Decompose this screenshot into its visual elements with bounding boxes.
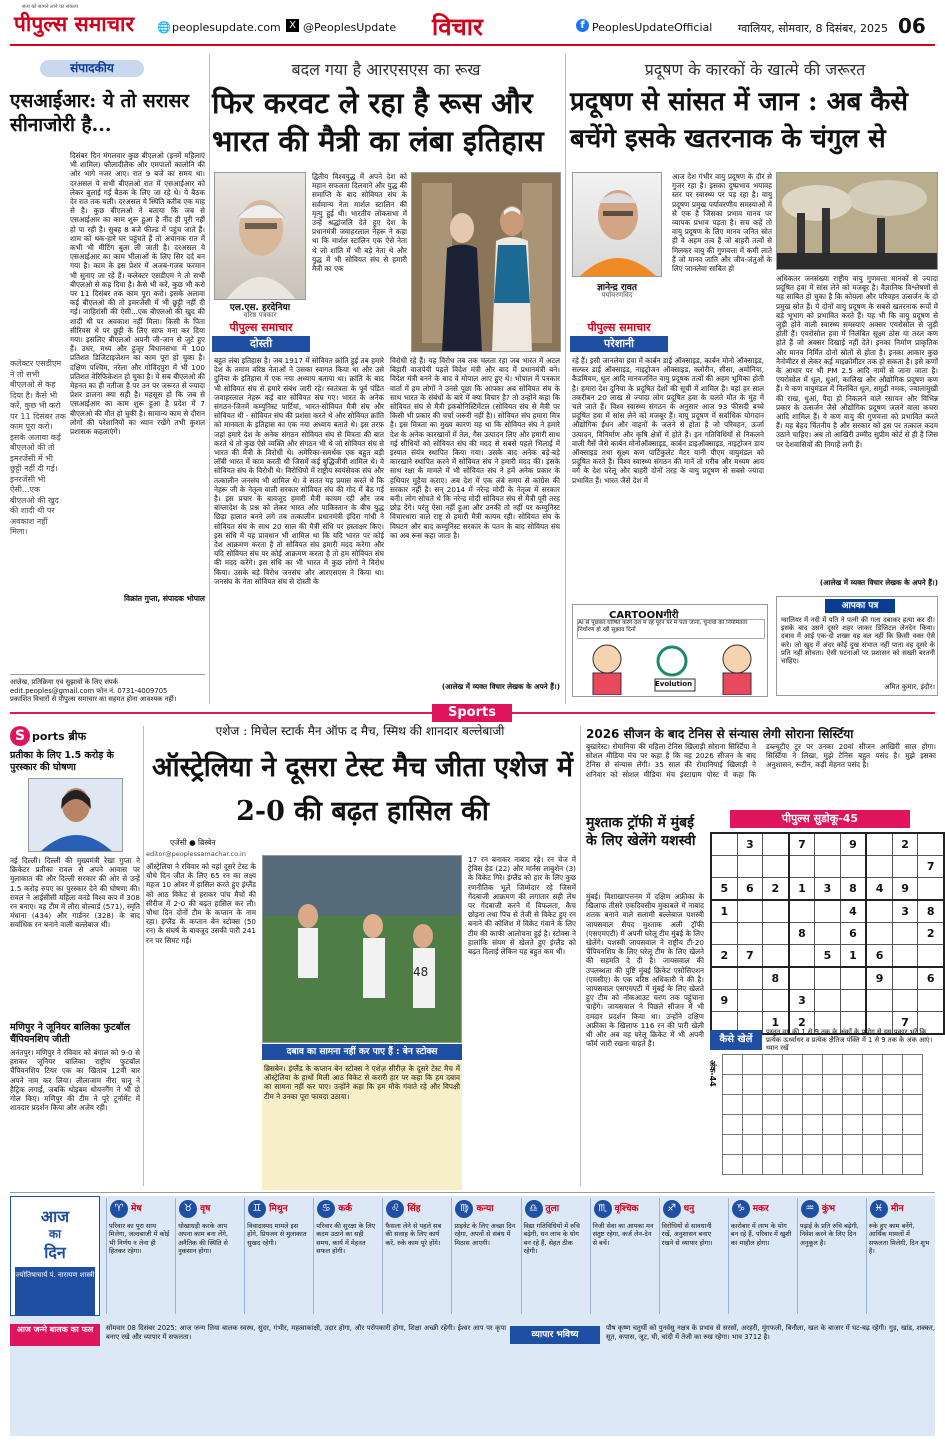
kid-sudoku-cell[interactable] [723,1095,743,1115]
ashes-headline: ऑस्ट्रेलिया ने दूसरा टेस्ट मैच जीता एशेज में 2-0 की बढ़त हासिल की [152,752,573,827]
kid-sudoku-cell[interactable] [843,1075,863,1095]
sports-s-icon: S [10,726,30,746]
russia-column-brand: पीपुल्स समाचार [229,321,293,334]
sudoku-cell[interactable] [815,967,841,990]
sudoku-cell[interactable]: 9 [711,990,737,1012]
kid-sudoku-cell[interactable] [803,1135,823,1155]
author-photo-rawat [572,172,662,277]
ashes-byline: एजेंसी ● ब्रिस्बेन [170,838,216,847]
kid-sudoku-cell[interactable] [803,1115,823,1135]
editorial-pull-quote: कलेक्टर एसडीएम ने तो सभी बीएलओ से कह दिया है। कैसे भी करें, कुछ भी करो पर 11 दिसंबर तक काम पूरा करो। इसके अलावा कई बीएलओ की तो इमरजेंसी में भी छुट्टी नहीं दी गई। इनरजेंसी भी ऐसी...एक बीएलओ की खुद की शादी थी पर अवकाश नहीं मिला। [10,359,66,536]
sorana-body: बुखारेस्ट। रोमानिया की महिला टेनिस खिलाड़ी सोराना सिर्स्टिया ने सोशल मीडिया मंच पर कहा है कि वह 2026 सीजन के बाद टेनिस से संन्यास लेंगी। 35 साल की रोमानियाई खिलाड़ी ने शनिवार को सोशल मीडिया मंच इंस्टाग्राम पोस्ट में कहा कि डब्ल्यूटीए टूर पर उनका 20वां सीजन आखिरी साल होगा। सिर्स्टिया ने लिखा, मुझे टेनिस बहुत पसंद है। मुझे इसका अनुशासन, रूटीन, कड़ी मेहनत पसंद है। [586,742,936,779]
cricket-photo [262,855,462,1043]
sudoku-cell[interactable]: 3 [892,900,918,923]
sudoku-cell[interactable]: 7 [892,1012,918,1035]
sudoku-cell[interactable] [763,923,789,945]
sudoku-cell[interactable] [866,990,892,1012]
zodiac-icon: ♌ [386,1200,404,1218]
kid-sudoku-cell[interactable] [763,1075,783,1095]
sudoku-cell[interactable] [789,967,815,990]
kid-sudoku-cell[interactable] [883,1055,903,1075]
sudoku-cell[interactable]: 1 [789,878,815,901]
kid-sudoku-cell[interactable] [743,1115,763,1135]
aaj-ka-din-box [10,1196,100,1316]
kid-sudoku-cell[interactable] [743,1135,763,1155]
sudoku-cell[interactable] [892,990,918,1012]
kid-sudoku-cell[interactable] [743,1075,763,1095]
sudoku-cell[interactable] [737,923,763,945]
kid-sudoku-cell[interactable] [783,1055,803,1075]
kid-sudoku-cell[interactable] [843,1055,863,1075]
sudoku-cell[interactable] [892,856,918,878]
din-label: दिन [44,1243,66,1262]
sudoku-cell[interactable] [737,856,763,878]
kid-sudoku-cell[interactable] [783,1075,803,1095]
kid-sudoku-cell[interactable] [763,1155,783,1175]
cartoon-caption: AI से पूछकर घोषित करेंगे देश में रहे पूरन पर में पता जाना, चुनावों की नियमितता निर्धारण हो रही सुझाव दिनों [577,619,765,639]
sudoku-cell[interactable]: 8 [789,923,815,945]
sudoku-cell[interactable]: 2 [918,923,944,945]
sudoku-cell[interactable]: 7 [918,856,944,878]
sudoku-cell[interactable] [737,967,763,990]
sudoku-cell[interactable]: 5 [711,878,737,901]
kid-sudoku-cell[interactable] [823,1095,843,1115]
pollution-column-label: परेशानी [570,336,668,352]
ka-label: का [48,1227,62,1241]
sudoku-cell[interactable] [892,967,918,990]
sudoku-cell[interactable] [918,990,944,1012]
kid-sudoku-grid[interactable] [722,1054,923,1175]
sudoku-cell[interactable] [789,945,815,968]
rashi-sign [175,1198,241,1314]
rashi-text: परिवार की सुरक्षा के लिए कदम उठाने का सही समय, कार्य में मेहनत सफल होगी। [316,1222,376,1255]
sudoku-cell[interactable] [918,833,944,856]
rashi-text: विवादास्पद मामले इस होंगे, प्रियजन से मुलाकात सुखद रहेगी। [247,1222,307,1247]
kid-sudoku-cell[interactable] [903,1095,923,1115]
rashi-sign [244,1198,310,1314]
facebook-icon: f [576,19,589,32]
editorial-headline: एसआईआर: ये तो सरासर सीनाजोरी है... [10,90,190,136]
rashi-text: फैसला लेने से पहले सब की सलाह के लिए कार्य करें, रुके काम पूरे होंगे। [385,1222,442,1247]
letters-box [776,596,938,696]
zodiac-icon: ♎ [525,1200,543,1218]
sudoku-cell[interactable] [866,833,892,856]
zodiac-icon: ♓ [870,1200,888,1218]
pratika-photo [28,778,123,852]
section-title: विचार [432,13,483,41]
sudoku-cell[interactable] [892,923,918,945]
pollution-body-2: रहे हैं। इसी जानलेवा हवा में कार्बन डाई ऑक्साइड, कार्बन मोनो ऑक्साइड, सल्फर डाई ऑक्साइड, नाइट्रोजन ऑक्साइड, क्लोरीन, सीसा, अमोनिया, कैडमियम, धूल आदि मानवजनित वायु प्रदूषक तत्वों की अहम भूमिका होती है। हमारा देश दुनिया के प्रदूषित देशों की सूची में शामिल है। यहां हर साल तकरीबन 20 लाख से ज्यादा लोग प्रदूषित हवा के चलते मौत के मुंह में चले जाते हैं। विश्व स्वास्थ्य संगठन के अनुसार आज 93 फीसदी बच्चे प्रदूषित हवा में सांस लेने को मजबूर हैं। वायु प्रदूषण में सर्वाधिक योगदान औद्योगिक ईंधन और वाहनों के जलने से होता है जो परिवहन, ऊर्जा उत्पादन, विनिर्माण और कृषि क्षेत्रों में होते हैं। इन गतिविधियों से निकलने वाली गैसें जैसे कार्बन मोनोऑक्साइड, कार्बन डाइऑक्साइड, नाइट्रोजन डाय ऑक्साइड तथा सूक्ष्म कण पार्टिकुलेट मैटर यानी पीएम वायुमंडल को प्रदूषित करते हैं। विश्व स्वास्थ्य संगठन की मानें तो गरीब और मध्यम आय वर्ग के देश घरेलू और बाहरी दोनों तरह के वायु प्रदूषण से सबसे ज्यादा प्रभावित हैं। भारत जैसे देश में [572,356,764,485]
kid-sudoku-cell[interactable] [823,1055,843,1075]
rashi-sign [313,1198,379,1314]
zodiac-icon: ♏ [594,1200,612,1218]
russia-author-title: वरिष्ठ पत्रकार [243,311,277,319]
kid-sudoku-cell[interactable] [903,1155,923,1175]
kid-sudoku-cell[interactable] [903,1115,923,1135]
kid-sudoku-cell[interactable] [863,1135,883,1155]
cartoon-box [572,604,768,697]
rashi-sign [451,1198,517,1314]
rashi-name: कुंभ [821,1204,836,1214]
sudoku-cell[interactable]: 3 [815,878,841,901]
sudoku-cell[interactable] [815,900,841,923]
sudoku-cell[interactable] [866,923,892,945]
cartoon-label: Evolution [655,680,693,688]
sudoku-cell[interactable] [763,945,789,968]
sudoku-cell[interactable] [737,900,763,923]
kid-sudoku-cell[interactable] [843,1135,863,1155]
rashi-name: कन्या [476,1204,494,1214]
aaj-label: आज [40,1207,70,1226]
sudoku-cell[interactable] [815,990,841,1012]
sudoku-cell[interactable] [918,878,944,901]
brief-body: नई दिल्ली। दिल्ली की मुख्यमंत्री रेखा गुप्ता ने क्रिकेटर प्रतीका रावल से अपने आवास पर मुलाकात की और दिल्ली सरकार की ओर से उन्हें 1.5 करोड़ रुपए का पुरस्कार देने की घोषणा की। रावल ने आईसीसी महिला वनडे विश्व कप में 308 रन बनाए। वह टीम में लौरा वोल्वार्ड (571), स्मृति मंधाना (434) और गार्डनर (328) के बाद सर्वाधिक रन बनाने वाली बल्लेबाज थीं। [10,856,140,930]
kid-sudoku-cell[interactable] [743,1055,763,1075]
kid-sudoku-cell[interactable] [843,1155,863,1175]
sudoku-cell[interactable]: 1 [711,900,737,923]
sudoku-cell[interactable]: 7 [737,945,763,968]
born-text: सोमवार 08 दिसंबर 2025: आज जन्म लिया बालक स्वस्थ, सुंदर, गंभीर, महत्वाकांक्षी, उदार होगा, और परोपकारी होगा, शिक्षा अच्छी रहेगी। ईश्वर आप पर कृपा बनाए रखे और व्यापार में सफलता। [106,1324,506,1341]
russia-author: एल.एस. हरदेनिया [229,303,291,313]
sudoku-title: पीपुल्स सुडोकू-45 [730,810,910,828]
kid-sudoku-cell[interactable] [783,1135,803,1155]
sudoku-cell[interactable] [840,990,866,1012]
sudoku-cell[interactable] [737,990,763,1012]
sudoku-instructions: प्रस्तुत वर्ग की 1 से 9 तक के अंकों के प्रयोग से इस प्रकार भरें कि प्रत्येक ऊर्ध्वाधर व प्रत्येक क्षैतिज पंक्ति में 1 से 9 तक के अंक आएं। ध्यान रखें [766,1028,933,1053]
rashi-name: वृश्चिक [614,1204,639,1214]
editorial-contact: आलेख, प्रतिक्रिया एवं सुझावों के लिए संपर्क edit.peoples@gmail.com फोन नं. 0731-4009705 प्रकाशित विचारों से पीपुल्स समाचार का सहमत होना आवश्यक नहीं। [10,674,205,712]
author-photo-hardenia [214,172,306,300]
kid-sudoku-cell[interactable] [803,1155,823,1175]
kid-sudoku-cell[interactable] [803,1055,823,1075]
kid-sudoku-cell[interactable] [783,1095,803,1115]
sudoku-cell[interactable]: 5 [815,945,841,968]
sudoku-grid[interactable] [710,832,945,1035]
sudoku-cell[interactable] [711,967,737,990]
kid-sudoku-cell[interactable] [823,1075,843,1095]
kid-sudoku-cell[interactable] [743,1095,763,1115]
kid-sudoku-cell[interactable] [783,1115,803,1135]
sudoku-cell[interactable] [763,833,789,856]
rashi-sign [590,1198,656,1314]
pollution-column-brand: पीपुल्स समाचार [587,321,651,334]
svg-text:48: 48 [413,965,429,979]
rashifal-section [10,1196,935,1436]
sudoku-cell[interactable]: 7 [789,833,815,856]
sudoku-cell[interactable]: 4 [866,878,892,901]
sudoku-cell[interactable] [763,900,789,923]
russia-body-3: विरोधी रहे हैं। यह विरोध तब तक चलता रहा जब भारत में अटल बिहारी वाजपेयी पहले विदेश मंत्री और बाद में प्रधानमंत्री बने। विदेश मंत्री बनने के बाद वे मोपाल आए हुए थे। भोपाल में पत्रकार वार्ता में हम लोगों ने उनसे पूछा कि आपका अब सोवियत संघ के साथ भारत के संबंधों के बारे में क्या विचार है? तो उन्होंने कहा कि सोवियत संघ से मैत्री इकबोनिस्टिमेंटल (सोवियत संघ से मैत्री पर किसी भी प्रकार की चर्चा जरूरी नहीं है)। सोवियत संघ हमारा मित्र है। इस मित्रता का मुख्य कारण यह था कि सोवियत संघ ने हमारे देश के अनेक कारखानों में तेल, गैस उत्पादन लिए और हमारी साथ गई सीधियों को सोवियत संघ की मदद से सबसे पहले भिलाई में इस्पात संयंत्र स्थापित किया गया। उसके बाद अनेक बड़े-बड़े कारखाने स्थापित करने में सोवियत संघ ने हमारी मदद की। इसके साथ रक्षा के मामले में भी सोवियत संघ ने हमें अनेक प्रकार के हथियार मुहैया कराए। अब देश में एक लंबे समय से कांग्रेस की सरकार नहीं है। सन् 2014 में नरेन्द्र मोदी के नेतृत्व में सरकार बनी। लोग सोचते थे कि नरेन्द्र मोदी सोवियत संघ से मैत्री पूरी तरह छोड़ देंगे। परंतु ऐसा नहीं हुआ और उनकी तो नहीं पर कम्युनिस्ट विचारधारा वाले राष्ट्र से हमारी मैत्री कायम रही। सोवियत संघ के विघटन और बाद कम्युनिस्ट सरकार के पतन के बाद सोवियत संघ का अब रूस कहा जाता है। [390,356,560,540]
kid-sudoku-cell[interactable] [803,1075,823,1095]
modi-putin-photo [411,172,561,352]
kid-sudoku-cell[interactable] [723,1055,743,1075]
sudoku-cell[interactable]: 1 [763,1012,789,1035]
editorial-column [10,54,205,703]
zodiac-icon: ♋ [317,1200,335,1218]
sudoku-cell[interactable] [866,856,892,878]
russia-body-1: द्वितीय विश्वयुद्ध में अपने देश को महान सफलता दिलवाने और युद्ध की समाप्ति के बाद सोवियत संघ के सर्वमान्य नेता मार्शल स्टालिन की मृत्यु हुई थी। भारतीय लोकसभा में उन्हें श्रद्धांजलि देते हुए देश के प्रधानमंत्री जवाहरलाल नेहरू ने कहा था कि मार्शल स्टालिन एक ऐसे नेता थे जो शांति में भी बड़े नेता थे और युद्ध में भी सोवियत संघ से हमारी मैत्री का एक [312,172,407,274]
sudoku-cell[interactable] [711,833,737,856]
sudoku-cell[interactable] [711,923,737,945]
kid-sudoku-cell[interactable] [763,1135,783,1155]
sudoku-cell[interactable] [789,856,815,878]
sudoku-cell[interactable]: 6 [866,945,892,968]
kid-sudoku-cell[interactable] [883,1135,903,1155]
sudoku-cell[interactable] [918,945,944,968]
rashi-text: निजी सेवा का आपका मन संतुष्ट रहेगा, कर्ज लेन-देन से बचें। [592,1222,654,1247]
kid-sudoku-cell[interactable] [743,1155,763,1175]
kid-sudoku-cell[interactable] [723,1075,743,1095]
pollution-kicker: प्रदूषण के कारकों के खात्मे की जरूरत [644,60,866,79]
kid-sudoku-cell[interactable] [843,1095,863,1115]
kid-sudoku-cell[interactable] [903,1055,923,1075]
kid-sudoku-cell[interactable] [763,1115,783,1135]
kid-sudoku-cell[interactable] [863,1055,883,1075]
kid-sudoku-cell[interactable] [763,1095,783,1115]
russia-headline: फिर करवट ले रहा है रूस और भारत की मैत्री का लंबा इतिहास [212,86,544,158]
page-number: 06 [898,14,926,38]
letters-title: आपका पत्र [825,599,895,613]
rashi-text: कारोबार में लाभ के योग बन रहे हैं, परिवार में खुशी का माहौल होगा। [730,1222,792,1247]
ashes-body-3: 17 रन बनाकर नाबाद रहे। रन चेज में ट्रेविस हेड (22) और मार्नस लाबुशेन (3) के विकेट गिरे। इंग्लैंड को हार के लिए कुछ रणनीतिक भूलें जिम्मेदार रहे जिसमें गेंदबाजी आक्रमण की लगातार सही लेंथ पर गेंदबाजी करने में विफलता, कैच छोड़ना तथा पिच से तेजी से विकेट हुए रन बनाने की कोशिश में विकेट गंवाने के लिए टीम की काफी आलोचना हुई है। स्टोक्स ने हालांकि संयम से खेलते हुए इंग्लैंड को बढ़त दिलाई लेकिन यह बहुत कम थी। [468,855,576,957]
sudoku-cell[interactable]: 3 [789,990,815,1012]
kid-sudoku-cell[interactable] [883,1075,903,1095]
rashi-name: मकर [752,1204,769,1214]
rashi-text: धोखाधड़ी करके आप अपना काम बना लेंगे, अनैतिक की स्थिति से नुकसान होगा। [178,1222,228,1255]
x-icon: X [286,19,299,32]
letters-body: ग्वालियर में नदी में पति ने पत्नी की गला दबाकर हत्या कर दी। इसके बाद उसने दूसरे शहर जाकर डिजिटल लेनदेन किया। दबाव में आई एक-दो शख्स वह बल नहीं कि किसी वक्त ऐसे करे। जो खुद में अंदर कोई दुख संभाल नहीं पाता वह दूसरे के प्रति नहीं सोचता। ऐसी घटनाओं पर प्रशासन को सख्ती बरतनी चाहिए। [781,616,935,666]
sudoku-cell[interactable] [815,833,841,856]
sudoku-cell[interactable] [815,856,841,878]
sudoku-cell[interactable] [840,967,866,990]
sudoku-cell[interactable]: 2 [892,833,918,856]
kid-sudoku-cell[interactable] [863,1095,883,1115]
pollution-body-1: आज देश गंभीर वायु प्रदूषण के दौर से गुजर रहा है। इसका दुष्प्रभाव भयावह स्तर पर स्वास्थ्य पर पड़ रहा है। वायु प्रदूषण प्रमुख पर्यावरणीय समस्याओं में से एक है जिसका प्रभाव मानव पर व्यापक प्रभाव पड़ता है। सच कहें तो वायु प्रदूषण के लिए मानव जनित स्रोत ही वे अहम तत्व हैं जो बाहरी तत्वों से मिलकर वायु की गुणवत्ता में कमी लाते हैं जो मानव जाति और जीव-जंतुओं के लिए जानलेवा साबित हो [672,172,772,274]
rashi-name: कर्क [338,1204,353,1214]
sudoku-cell[interactable]: 3 [737,833,763,856]
rashi-name: मीन [890,1204,904,1214]
rashi-sign [521,1198,587,1314]
kaise-khele-label: कैसे खेलें [710,1030,762,1050]
pollution-headline: प्रदूषण से सांसत में जान : अब कैसे बचेंगे इसके खतरनाक के चंगुल से [570,87,908,154]
rashi-name: मेष [131,1204,142,1214]
kid-sudoku-cell[interactable] [883,1095,903,1115]
sudoku-cell[interactable] [815,923,841,945]
x-handle[interactable]: @PeoplesUpdate [303,21,397,34]
pollution-author-title: पर्यावरणविद [601,291,633,299]
letters-signature: अमित कुमार, इंदौर। [884,683,935,691]
russia-column-label: दोस्ती [212,336,310,352]
zodiac-icon: ♊ [248,1200,266,1218]
rashi-name: तुला [545,1204,560,1214]
kid-sudoku-cell[interactable] [863,1155,883,1175]
ashes-email: editor@peoplessamachar.co.in [146,850,246,858]
sudoku-cell[interactable]: 6 [737,878,763,901]
born-title: आज जन्मे बालक का फल [10,1324,100,1346]
brand-tagline: सत्य को सामने लाने का संकल्प [22,4,79,10]
pollution-author: ज्ञानेन्द्र रावत [597,283,637,293]
zodiac-icon: ♒ [801,1200,819,1218]
russia-footer: (आलेख में व्यक्त विचार लेखक के अपने हैं।) [441,682,560,691]
zodiac-icon: ♍ [455,1200,473,1218]
biz-title: व्यापार भविष्य [510,1326,600,1344]
sudoku-cell[interactable]: 9 [892,878,918,901]
kid-sudoku-cell[interactable] [823,1115,843,1135]
kid-sudoku-cell[interactable] [783,1155,803,1175]
sudoku-cell[interactable]: 9 [866,967,892,990]
sudoku-cell[interactable]: 8 [918,900,944,923]
sudoku-cell[interactable]: 4 [840,900,866,923]
zodiac-icon: ♑ [732,1200,750,1218]
rashi-text: परिवार का पूरा साथ मिलेगा, जल्दबाजी में कोई भी निर्णय न लेना ही हितकर रहेगा। [109,1222,170,1255]
sudoku-cell[interactable] [840,856,866,878]
sudoku-cell[interactable] [892,945,918,968]
brand-logo: पीपुल्स समाचार [14,11,135,36]
rashi-sign [728,1198,794,1314]
facebook-handle[interactable]: PeoplesUpdateOfficial [592,21,713,34]
ashes-photo-caption: दबाव का सामना नहीं कर पाए हैं : बेन स्टोक्स [262,1044,462,1060]
rashi-sign [382,1198,448,1314]
astrologer-name: ज्योतिषाचार्य पं. नारायण शास्त्री [15,1267,95,1315]
kid-sudoku-cell[interactable] [883,1155,903,1175]
rashi-name: धनु [683,1204,695,1214]
sudoku-cell[interactable] [711,856,737,878]
editorial-signature: विक्रांत गुप्ता, संपादक भोपाल [123,594,205,603]
sudoku-cell[interactable]: 2 [763,878,789,901]
jaiswal-body: मुंबई। विशाखापत्तनम में दक्षिण अफ्रीका के खिलाफ तीसरे एकदिवसीय मुकाबले में नाबाद शतक बनाने वाले सलामी बल्लेबाज यशस्वी जायसवाल सैयद मुश्ताक अली ट्रॉफी (एसएमएटी) में अपनी घरेलू टीम मुंबई के लिए खेलेंगे। यशस्वी जायसवाल ने राष्ट्रीय टी-20 चैंपियनशिप के लिए घरेलू टीम के लिए खेलने की सहमति दे दी है। जायसवाल की उपलब्धता की पुष्टि मुंबई क्रिकेट एसोसिएशन (एमसीए) के एक वरिष्ठ अधिकारी ने की है। जायसवाल एसएमएटी में मुंबई के लिए खेलते हुए टीम को नॉकआउट चरण तक पहुंचाना चाहेंगे। जायसवाल ने पिछले सीजन में भी दमदार प्रदर्शन किया था। उन्होंने दक्षिण अफ्रीका के खिलाफ 116 रन की पारी खेली थी और अब वह घरेलू क्रिकेट में भी अपनी फॉर्म जारी रखना चाहते हैं। [586,892,704,1049]
rashi-text: रुके हुए काम बनेंगे, आर्थिक मामलों में सफलता मिलेगी, दिन शुभ है। [868,1222,930,1255]
sudoku-cell[interactable]: 2 [711,945,737,968]
jaiswal-headline: मुश्ताक ट्रॉफी में मुंबई के लिए खेलेंगे यशस्वी [586,815,696,849]
brief-headline: प्रतीका के लिए 1.5 करोड़ के पुरस्कार की घोषणा [10,750,114,773]
factory-smoke-photo [776,172,938,270]
masthead [0,0,945,50]
manipur-headline: मणिपुर ने जूनियर बालिका फुटबॉल चैंपियनशिप जीती [10,1022,130,1045]
pollution-footer: (आलेख में व्यक्त विचार लेखक के अपने हैं।) [819,578,938,587]
kid-sudoku-cell[interactable] [723,1115,743,1135]
russia-kicker: बदल गया है आरएसएस का रूख [291,60,481,79]
sudoku-cell[interactable]: 6 [840,923,866,945]
kid-sudoku-cell[interactable] [863,1075,883,1095]
kid-sudoku-cell[interactable] [843,1115,863,1135]
rashi-name: मिथुन [269,1204,288,1214]
sudoku-cell[interactable]: 1 [840,945,866,968]
sports-brief-title: ports ब्रीफ [32,730,87,743]
sudoku-cell[interactable] [763,990,789,1012]
cartoon-title: CARTOONगीरी [609,610,679,621]
kid-sudoku-cell[interactable] [903,1135,923,1155]
sudoku-cell[interactable] [789,900,815,923]
rashi-signs [106,1198,935,1316]
sorana-headline: 2026 सीजन के बाद टेनिस से संन्यास लेगी सोराना सिर्स्टिया [586,727,854,741]
kid-sudoku-cell[interactable] [763,1055,783,1075]
zodiac-icon: ♈ [110,1200,128,1218]
globe-icon: 🌐 [157,21,171,34]
zodiac-icon: ♐ [663,1200,681,1218]
kid-sudoku-cell[interactable] [823,1135,843,1155]
website-link[interactable]: peoplesupdate.com [172,21,281,34]
kid-sudoku-cell[interactable] [823,1155,843,1175]
zodiac-icon: ♉ [179,1200,197,1218]
manipur-body: अनंतपुर। मणिपुर ने रविवार को बंगाल को 9-0 से हराकर जूनियर बालिका राष्ट्रीय फुटबॉल चैंपियनशिप टियर एक का खिताब 12वीं बार अपने नाम कर लिया। लीलाजाम नीरा चानू ने हैट्रिक लगाई, जबकि थोइबम थोयनगैंग ने भी दो गोल किए। मणिपुर की टीम ने पूरे टूर्नामेंट में शानदार प्रदर्शन किया और अजेय रही। [10,1048,140,1113]
sports-banner: Sports [432,704,512,722]
kid-sudoku-cell[interactable] [883,1115,903,1135]
kid-sudoku-cell[interactable] [803,1095,823,1115]
rashi-text: विरोधियों से सावधानी रखें, अनुशासन बनाए रखने से व्यापार होगा। [661,1222,713,1247]
pollution-body-3: अधिकतर जनसंख्या राष्ट्रीय वायु गुणवत्ता मानकों से ज्यादा प्रदूषित हवा में सांस लेने को मजबूर है। वैज्ञानिक विश्लेषणों से यह साबित हो चुका है कि कोयला और परिवहन उत्सर्जन के दो प्रमुख स्रोत हैं। ये दोनों वायु प्रदूषण के सबसे खतरनाक रूपों में बड़े भूभाग को प्रभावित करते हैं। यह भी कि वायु प्रदूषण से जुड़ी होने वाली स्वास्थ्य समस्याएं अक्सर एयरोसोल से जुड़ी होती हैं। एयरोसोल हवा में निलंबित सूक्ष्म ठोस या तरल कण होते हैं जो अक्सर दिखाई नहीं देते। इनका निर्माण प्राकृतिक और मानव निर्मित दोनों स्रोतों से होता है। इनका आकार कुछ नैनोमीटर से लेकर कई माइक्रोमीटर तक हो सकता है। इसे कणों के आधार पर भी PM 2.5 आदि नामों से जाना जाता है। एयरोसोल में धूल, धुआं, कालिख और औद्योगिक प्रदूषण कण हैं। ये कण वायुमंडल में निलंबित धूल, समुद्री नमक, ज्वालामुखी की राख, धुआं, पैदा हो निकलने वाले रसायन और विभिन्न प्रकार के उत्सर्जन जैसे औद्योगिक प्रदूषण जलने वाला कचरा आदि शामिल हैं। ये कण वायु की गुणवत्ता को प्रभावित करते हैं। यह बेहद चिंतनीय है और सरकार को इस पर तत्काल कदम उठाने चाहिए। अब तो आखिरी उम्मीद सुप्रीम कोर्ट से ही है जिस पर देशवासियों की निगाहें लगी हैं। [776,274,938,449]
editorial-body: दिसंबर दिन मंगलवार कुछ बीएलओ (इनमें महिलाएं भी शामिल) फौलादीलैक और एमपालों कालोनि की ओर भागे नजर आए। रात 9 बजे का समय था। दरअसल ये सभी बीएलओ रात में एसआईआर को लेकर बुलाई गई बैठक के लिए जा रहे थे। ये बैठक देर रात तक चली। दरअसल ये स्थिति करीब एक माह से है। कुछ बीएलओ ने बताया कि जब से एसआईआर का काम शुरू हुआ है नींद ही पूरी नहीं हो पा रही है। सुबह 8 बजे फील्ड में पहुंच जाते हैं। शाम को थक-हारे घर पहुंचते हैं तो अचानक रात में कभी भी मीटिंग बुला ली जाती है। दरअसल ये एसआईआर का काम भीलाओं के लिए सिर दर्द बन गया है। काम के इस प्रेशर में अजब-गजब फरमान भी सुनाए जा रहे हैं। कलेक्टर एसडीएम ने तो सभी बीएलओ से कह दिया है। कैसे भी करें, कुछ भी करो पर 11 दिसंबर तक काम पूरा करो। इसके अलावा कई बीएलओ की तो इमरजेंसी में भी छुट्टी नहीं दी गई। जाहिरांसी की ऐसी...एक बीएलओ की खुद की शादी थी पर अवकाश नहीं मिला। किसी के पिता सीरियस थे पर छुट्टी के लिए साफ मना कर दिया गया। इसलिए बीएलओ अपनी जी-जान से जुटे हुए हैं। उधर, मध्य और हुजूर विधानसभा में 100 प्रतिशत डिजिटाइजेशन का काम पूरा हो चुका है। दक्षिण पश्चिम, नरेला और गोविंदपुरा में भी 100 प्रतिशत वेरिफिकेशन हो चुका है। ये सब बीएलओ की मेहनत का ही नतीजा है पर उन पर जरूरत से ज्यादा प्रेशर डालना क्या सही है। महसूस हो कि जब से एसआईआर का काम शुरू हुआ है प्रदेश में 7 बीएलओ की मौत हो चुकी है। सामान्य काम से दौरान लोगों की परेशानियों का ध्यान रखेंगे तभी कुशल प्रशासक कहलाएंगे। [70,151,205,437]
kid-sudoku-cell[interactable] [723,1155,743,1175]
rashi-sign [659,1198,725,1314]
ashes-body-2: ब्रिसबेन। इंग्लैंड के कप्तान बेन स्टोक्स ने एशेज़ सीरीज़ के दूसरे टेस्ट मैच में ऑस्ट्रेलिया के हाथों मिली आठ विकेट से करारी हार पर कहा कि हम दबाव का सामना नहीं कर पाए। उन्होंने कहा कि हम मौके गंवाते रहे और विपक्षी टीम ने उनका पूरा फायदा उठाया। [262,1062,462,1190]
russia-body-2: बहुत लंबा इतिहास है। जब 1917 में सोवियत क्रांति हुई तब हमारे देश के तमाम वरिष्ठ नेताओं ने उसका स्वागत किया था और उसे दुनिया के इतिहास में एक नया अध्याय बताया था। क्रांति के बाद भी सोवियत संघ से हमारे संबंध जारी रहे। स्वतंत्रता के पूर्व पंडित जवाहरलाल नेहरू कई बार सोवियत संघ गए। भारत के अनेक संगठन-जिनमें कम्युनिस्ट पार्टियां, भारत-सोवियत मैत्री संघ और सोवियत थी - सोवियत संघ की प्रशंसा करते थे और सोवियत क्रांति को मानवता के इतिहास का एक नया अध्याय बताते थे। इस तरफ़ जहां हमारे देश के अनेक संगठन सोवियत संघ से मित्रता की बात करते थे तो कुछ ऐसे व्यक्ति और संगठन भी थे जो सोवियत संघ से भारत की मैत्री के विरोधी थे। अमेरिका-समर्थक एक बहुत बड़ी लॉबी भारत में काम करती थी जिसमें कई बुद्धिजीवी शामिल थे। वे सोवियत संघ के विरोधी थे। विरोधियों में राष्ट्रीय स्वयंसेवक संघ और तत्कालीन जनसंघ भी शामिल थे। वे सतत यह प्रयास करते थे कि नेहरू जी के नेतृत्व वाली सरकार सोवियत संघ की गोद में बैठ गई है। इस प्रचार के बावजूद हमारी मैत्री कायम रही और जब बांग्लादेश के प्रश्न को लेकर भारत और पाकिस्तान के बीच युद्ध छिड़ा हालात बनने लगे तब तत्कालीन प्रधानमंत्री इंदिरा गांधी ने सोवियत संघ के साथ 20 साल की मैत्री संधि पर हस्ताक्षर किए। इस संधि में यह प्रावधान भी शामिल था कि यदि भारत पर कोई देश आक्रमण करता है तो सोवियत संघ हमारी मदद करेगा और यदि सोवियत संघ पर कोई आक्रमण करता है तो हम सोवियत संघ की मदद करेंगे। इस संधि का भी भारत में कुछ लोगों ने विरोध किया। उसके बड़े विरोध जनसंघ और आरएसएस ने किया था। जनसंघ के नेता सोवियत संघ से दोस्ती के [214,356,384,586]
kid-sudoku-cell[interactable] [863,1115,883,1135]
sudoku-cell[interactable]: 2 [789,1012,815,1035]
dateline: ग्वालियर, सोमवार, 8 दिसंबर, 2025 [738,22,888,35]
rashi-text: पढ़ाई के प्रति रुचि बढ़ेगी, निवेश करने के लिए दिन अनुकूल है। [799,1222,859,1247]
sudoku-cell[interactable]: 8 [763,967,789,990]
rashi-sign [797,1198,863,1314]
rashi-sign [866,1198,932,1314]
ashes-kicker: एशेज : मिचेल स्टार्क मैन ऑफ द मैच, स्मिथ की शानदार बल्लेबाजी [215,724,505,738]
rashi-text: विद्या गतिविधियों में रुचि बढ़ेगी, धन लाभ के योग बन रहे हैं, सेहत ठीक रहेगी। [523,1222,580,1255]
sudoku-cell[interactable]: 9 [840,833,866,856]
sudoku-cell[interactable] [763,856,789,878]
sudoku-cell[interactable]: 6 [918,967,944,990]
kid-sudoku-cell[interactable] [903,1075,923,1095]
rashi-text: प्राइवेट के लिए अच्छा दिन रहेगा, अपनों से संबंध में मिठास आएगी। [454,1222,516,1247]
sudoku-cell[interactable]: 8 [840,878,866,901]
editorial-tag: संपादकीय [40,60,144,77]
rashi-name: वृष [200,1204,211,1214]
kid-sudoku-label: अंक-44 [708,1060,717,1087]
rashi-sign [106,1198,172,1314]
biz-text: पौष कृष्ण चतुर्थी को पुनर्वसु नक्षत्र के प्रभाव से सरसों, अरहरी, मूंगफली, बिनौला, खल के बाजार में घट-बढ़ रहेगी। गुड़, खांड, शक्कर, सूत, कपास, जूट, घी, चांदी में तेजी का रुख रहेगा। भाव 3712 है। [606,1324,935,1341]
sudoku-cell[interactable] [866,900,892,923]
ashes-body-1: ऑस्ट्रेलिया ने रविवार को यहां दूसरे टेस्ट के चौथे दिन जीत के लिए 65 रन का लक्ष्य महज 10 ओवर में हासिल करते हुए इंग्लैंड को आठ विकेट से हराकर पांच मैचों की सीरीज में 2-0 की बढ़त हासिल कर ली। चौथा दिन दोनों टीम के कप्तान के नाम रहा। इंग्लैंड के कप्तान बेन स्टोक्स (50 रन) के संघर्ष के बावजूद उसकी पारी 241 रन पर सिमट गई। [146,862,256,945]
kid-sudoku-cell[interactable] [723,1135,743,1155]
rashi-name: सिंह [407,1204,421,1214]
